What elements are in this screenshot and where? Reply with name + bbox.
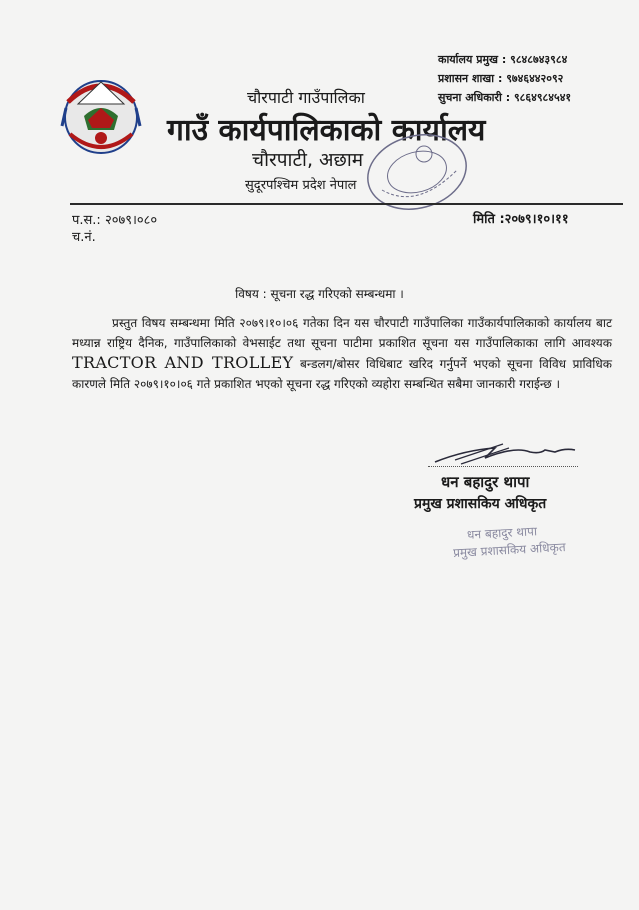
header-divider <box>70 203 623 205</box>
body-highlight: TRACTOR AND TROLLEY <box>72 353 294 372</box>
nepal-emblem-icon <box>58 72 144 158</box>
body-part-2: बन्डलग/बोसर विधिबाट खरिद गर्नुपर्ने भएको सूचना विविध प्राविधिक कारणले मिति २०७९।१०।०६ गते प्रकाशित भएको सूचना रद्ध गरिएको व्यहोरा सम्बन्धित सबैमा जानकारी गराईन्छ । <box>72 357 612 391</box>
body-paragraph <box>72 313 612 394</box>
signature-line <box>428 466 578 467</box>
office-name: चौरपाटी गाउँपालिका <box>247 88 365 107</box>
office-address: चौरपाटी, अछाम <box>252 149 364 171</box>
contact-admin-section: प्रशासन शाखा : ९७४६४४२०९२ <box>438 72 564 85</box>
subject-line: विषय : सूचना रद्ध गरिएको सम्बन्धमा । <box>235 287 404 301</box>
office-title: गाउँ कार्यपालिकाको कार्यालय <box>167 113 486 148</box>
office-province: सुदूरपश्चिम प्रदेश नेपाल <box>245 178 357 193</box>
contact-block <box>438 50 571 107</box>
signer-name: धन बहादुर थापा <box>441 473 530 491</box>
body-part-1: प्रस्तुत विषय सम्बन्धमा मिति २०७९।१०।०६ गतेका दिन यस चौरपाटी गाउँपालिका गाउँकार्यपालिकाको कार्यालय बाट मध्यान्न राष्ट्रिय दैनिक, गाउँपालिकाको वेभसाईट तथा सूचना पाटीमा प्रकाशित सूचना यस गाउँपालिकाका लागि आवश्यक <box>72 316 612 350</box>
contact-info-officer: सुचना अधिकारी : ९८६४९८४५४१ <box>438 91 572 104</box>
stamp-signer-name: धन बहादुर थापा <box>466 524 538 542</box>
signer-title: प्रमुख प्रशासकिय अधिकृत <box>414 496 547 512</box>
stamp-signer-title: प्रमुख प्रशासकिय अधिकृत <box>452 540 566 560</box>
dispatch-number: च.नं. <box>72 230 96 245</box>
contact-office-chief: कार्यालय प्रमुख : ९८४८७४३९८४ <box>438 53 568 66</box>
reference-number: प.स.: २०७९।०८० <box>72 213 158 228</box>
letter-date: मिति :२०७९।१०।११ <box>473 212 569 227</box>
office-stamp-icon <box>362 130 472 214</box>
